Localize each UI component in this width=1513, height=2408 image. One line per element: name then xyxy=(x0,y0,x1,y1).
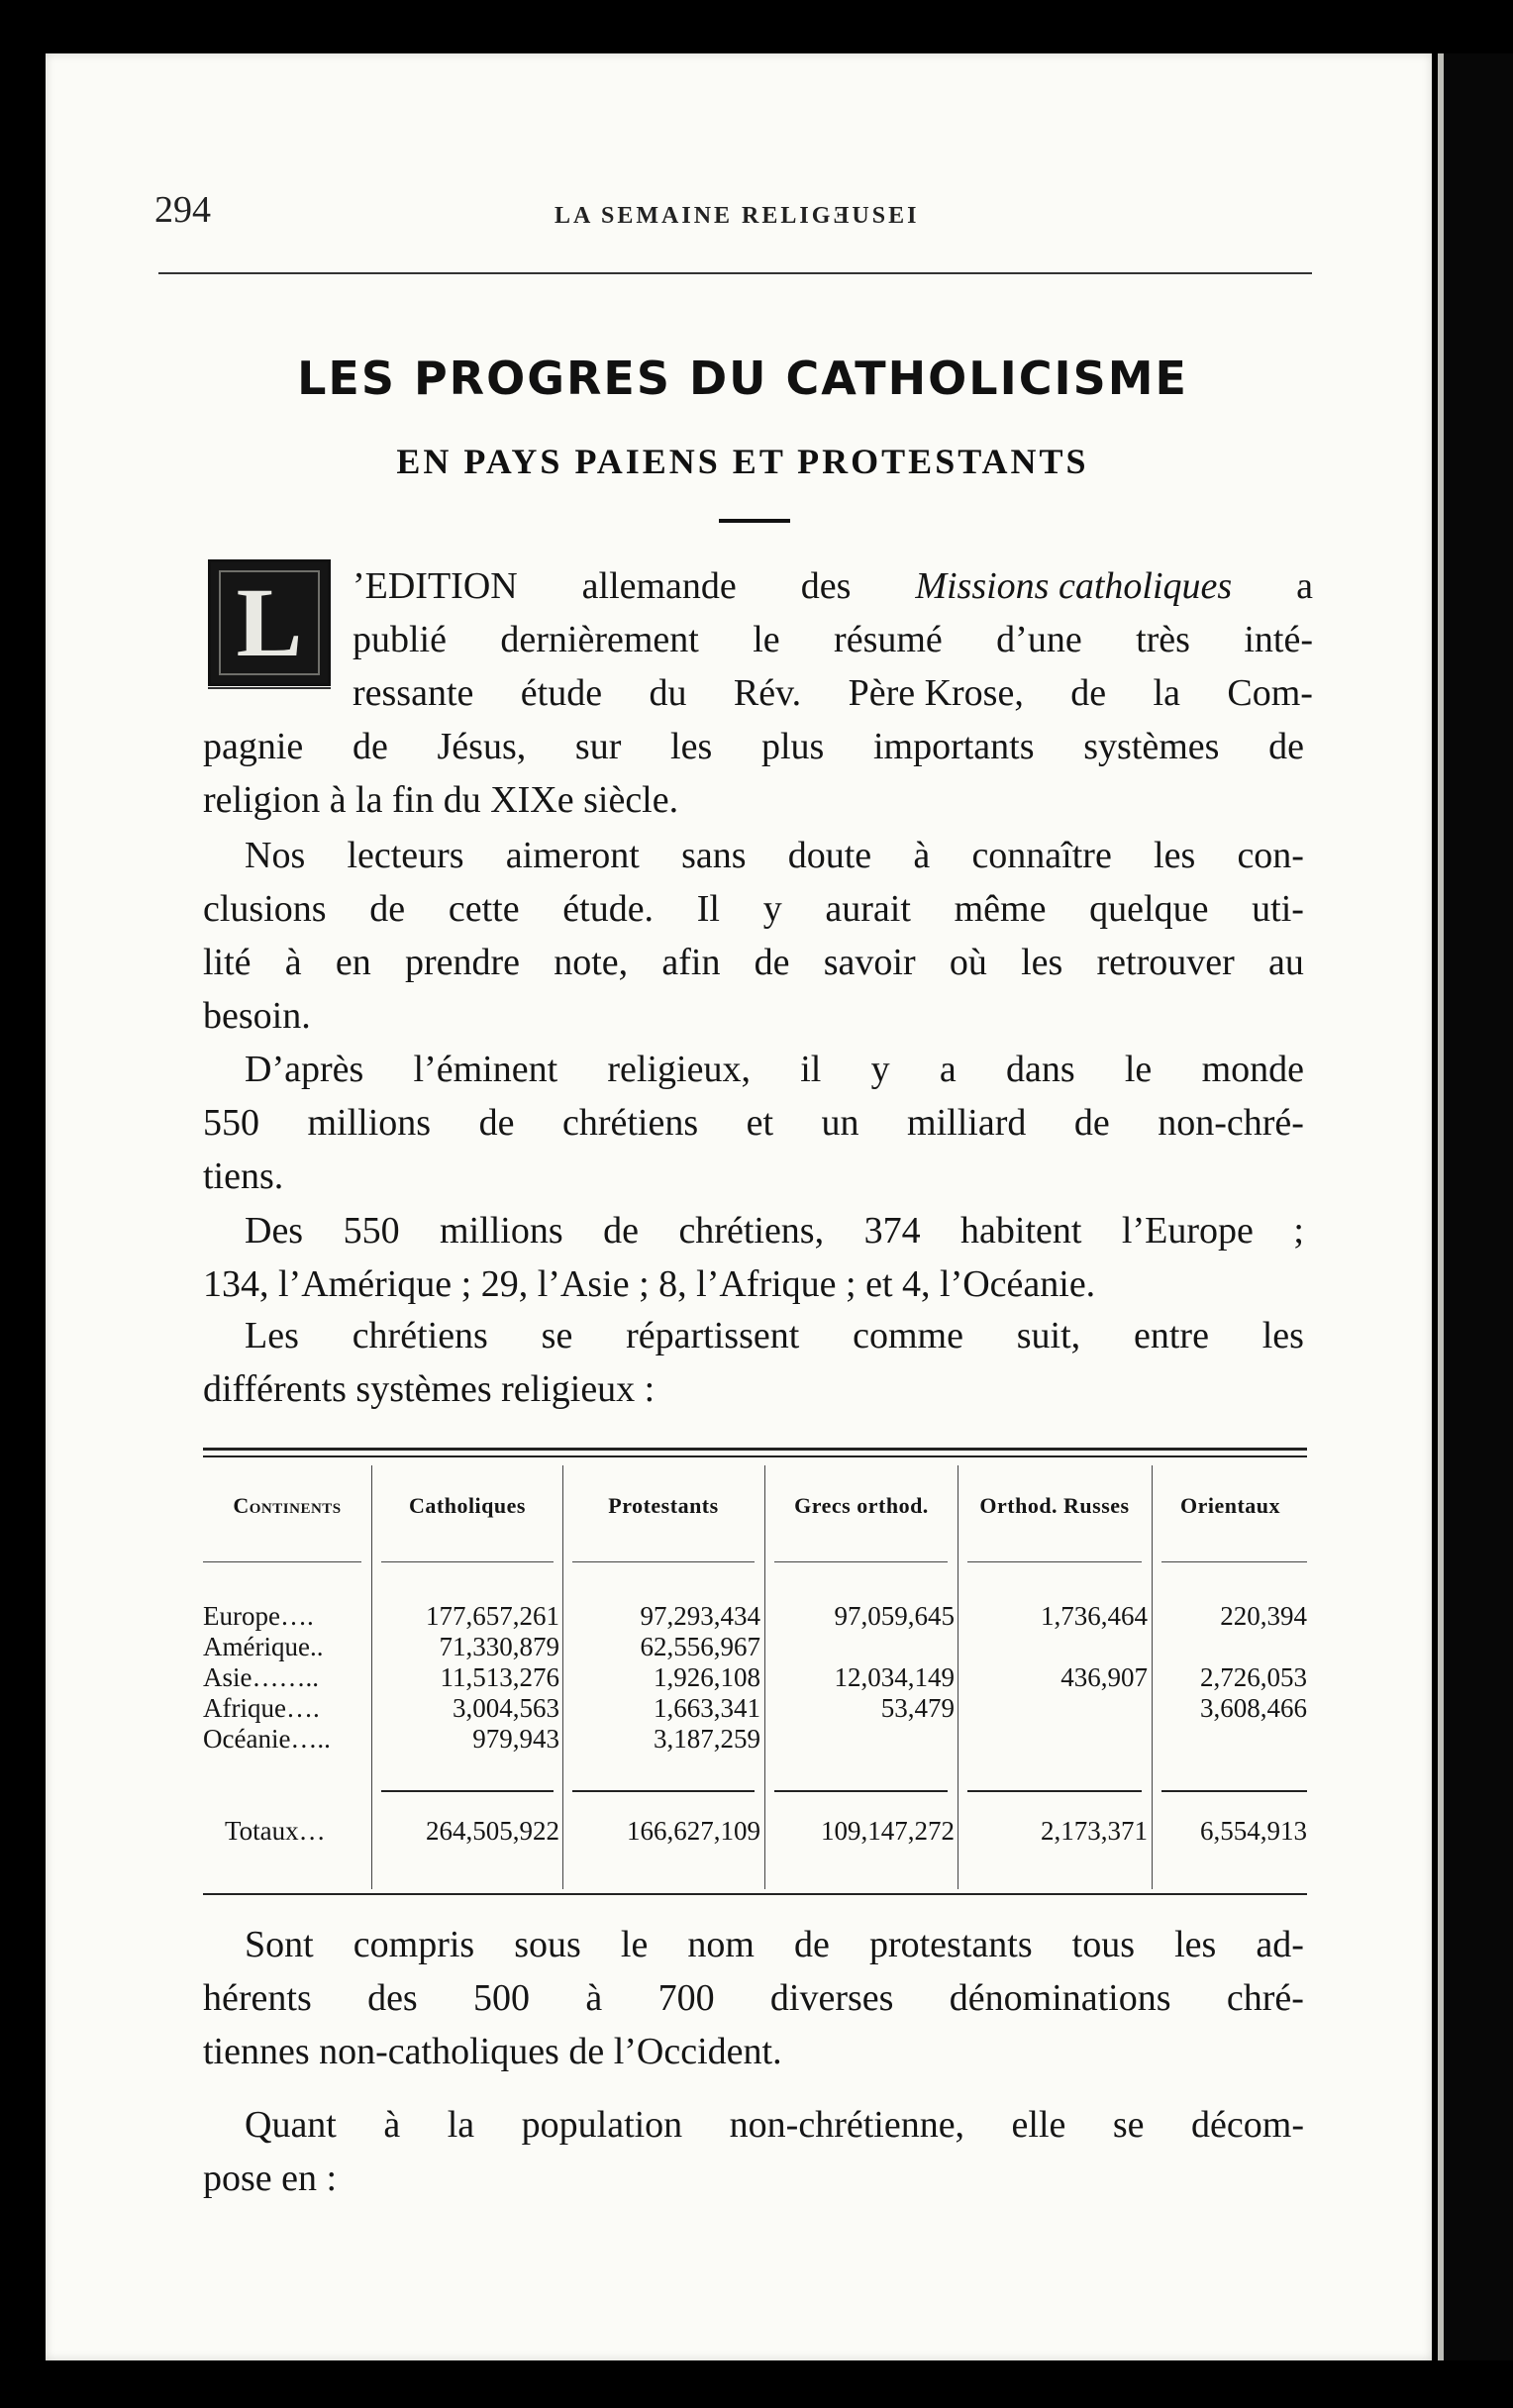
column-divider xyxy=(562,1465,563,1889)
text-line: ’EDITION allemande des Missions catholiques a xyxy=(353,559,1313,613)
column-header: Continents xyxy=(233,1493,342,1518)
dropcap-rule xyxy=(208,687,331,689)
column-header: Catholiques xyxy=(409,1493,526,1518)
paragraph-5 xyxy=(203,1309,1304,1416)
running-head: LA SEMAINE RELIGƎUSEI xyxy=(555,203,920,229)
dropcap-initial: L xyxy=(208,559,331,686)
text-line: Des 550 millions de chrétiens, 374 habitent l’Europe ; xyxy=(245,1210,1304,1252)
text-line: différents systèmes religieux : xyxy=(203,1368,656,1410)
text-line: besoin. xyxy=(203,995,311,1037)
column-divider xyxy=(371,1465,372,1889)
cell-russes: 436,907 xyxy=(1060,1662,1148,1692)
cell-catholiques: 3,004,563 xyxy=(453,1693,559,1723)
cell-protestants: 3,187,259 xyxy=(654,1724,760,1754)
table-rule xyxy=(203,1448,1307,1451)
header-rule xyxy=(158,272,1312,274)
header-rule xyxy=(1161,1561,1307,1562)
cell-protestants: 1,663,341 xyxy=(654,1693,760,1723)
sum-rule xyxy=(572,1790,755,1792)
cell-russes: 1,736,464 xyxy=(1041,1601,1148,1631)
text-line: clusions de cette étude. Il y aurait même quelque uti- xyxy=(203,888,1304,930)
row-label: Europe…. xyxy=(203,1601,314,1631)
text-line: hérents des 500 à 700 diverses dénominations chré- xyxy=(203,1977,1304,2019)
text-line: pose en : xyxy=(203,2157,338,2199)
column-divider xyxy=(1152,1465,1153,1889)
paragraph-2 xyxy=(203,829,1304,1043)
column-divider xyxy=(764,1465,765,1889)
text-line: tiennes non-catholiques de l’Occident. xyxy=(203,2031,782,2072)
header-rule xyxy=(203,1561,361,1562)
text-line: D’après l’éminent religieux, il y a dans le monde xyxy=(245,1049,1304,1090)
religions-table xyxy=(203,1448,1307,1898)
cell-protestants: 62,556,967 xyxy=(640,1632,760,1661)
paragraph-1-continued xyxy=(203,720,1304,827)
text-line: Sont compris sous le nom de protestants tous les ad- xyxy=(245,1924,1304,1965)
text-line: 134, l’Amérique ; 29, l’Asie ; 8, l’Afrique ; et 4, l’Océanie. xyxy=(203,1263,1096,1305)
text-line: Quant à la population non-chrétienne, elle se décom- xyxy=(245,2104,1304,2146)
sum-rule xyxy=(381,1790,554,1792)
text-line: publié dernièrement le résumé d’une très inté- xyxy=(353,619,1313,660)
paragraph-4 xyxy=(203,1204,1304,1311)
text-line: 550 millions de chrétiens et un milliard de non-chré- xyxy=(203,1102,1304,1144)
title-divider xyxy=(719,519,790,523)
header-rule xyxy=(774,1561,948,1562)
total-grecs: 109,147,272 xyxy=(821,1816,955,1846)
cell-protestants: 97,293,434 xyxy=(640,1601,760,1631)
cell-protestants: 1,926,108 xyxy=(654,1662,760,1692)
row-label: Asie…….. xyxy=(203,1662,319,1692)
text-line: Nos lecteurs aimeront sans doute à connaître les con- xyxy=(245,835,1304,876)
cell-catholiques: 979,943 xyxy=(472,1724,559,1754)
cell-catholiques: 11,513,276 xyxy=(440,1662,559,1692)
next-page-edge xyxy=(1438,53,1513,2360)
header-rule xyxy=(967,1561,1142,1562)
text-line: Les chrétiens se répartissent comme suit, entre les xyxy=(245,1315,1304,1356)
cell-catholiques: 71,330,879 xyxy=(439,1632,559,1661)
cell-orientaux: 3,608,466 xyxy=(1200,1693,1307,1723)
header-rule xyxy=(381,1561,554,1562)
article-subtitle: EN PAYS PAIENS ET PROTESTANTS xyxy=(396,442,1089,481)
text-line: religion à la fin du XIXe siècle. xyxy=(203,779,679,821)
text-line: ressante étude du Rév. Père Krose, de la Com- xyxy=(353,672,1313,714)
cell-orientaux: 220,394 xyxy=(1220,1601,1307,1631)
total-orientaux: 6,554,913 xyxy=(1200,1816,1307,1846)
sum-rule xyxy=(1161,1790,1307,1792)
paragraph-6 xyxy=(203,1918,1304,2078)
cell-orientaux: 2,726,053 xyxy=(1200,1662,1307,1692)
table-rule xyxy=(203,1455,1307,1457)
cell-grecs: 97,059,645 xyxy=(834,1601,955,1631)
header-rule xyxy=(572,1561,755,1562)
table-rule xyxy=(203,1893,1307,1895)
paragraph-3 xyxy=(203,1043,1304,1203)
row-label: Océanie….. xyxy=(203,1724,331,1754)
total-russes: 2,173,371 xyxy=(1041,1816,1148,1846)
row-label: Amérique.. xyxy=(203,1632,324,1661)
article-title: LES PROGRES DU CATHOLICISME xyxy=(297,351,1188,405)
column-header: Orientaux xyxy=(1179,1493,1281,1518)
paragraph-1 xyxy=(353,559,1313,720)
text-line: lité à en prendre note, afin de savoir où les retrouver au xyxy=(203,942,1304,983)
column-header: Protestants xyxy=(608,1493,719,1518)
cell-grecs: 53,479 xyxy=(880,1693,955,1723)
cell-grecs: 12,034,149 xyxy=(834,1662,955,1692)
page-number: 294 xyxy=(154,189,211,231)
total-catholiques: 264,505,922 xyxy=(426,1816,559,1846)
text-line: pagnie de Jésus, sur les plus importants systèmes de xyxy=(203,726,1304,767)
cell-catholiques: 177,657,261 xyxy=(426,1601,559,1631)
sum-rule xyxy=(967,1790,1142,1792)
sum-rule xyxy=(774,1790,948,1792)
totals-label: Totaux… xyxy=(225,1816,326,1846)
publication-title: Missions catholiques xyxy=(915,565,1233,607)
paragraph-7 xyxy=(203,2098,1304,2205)
column-header: Orthod. Russes xyxy=(979,1493,1130,1518)
text-line: tiens. xyxy=(203,1155,284,1197)
total-protestants: 166,627,109 xyxy=(627,1816,760,1846)
row-label: Afrique…. xyxy=(203,1693,320,1723)
column-header: Grecs orthod. xyxy=(794,1493,929,1518)
